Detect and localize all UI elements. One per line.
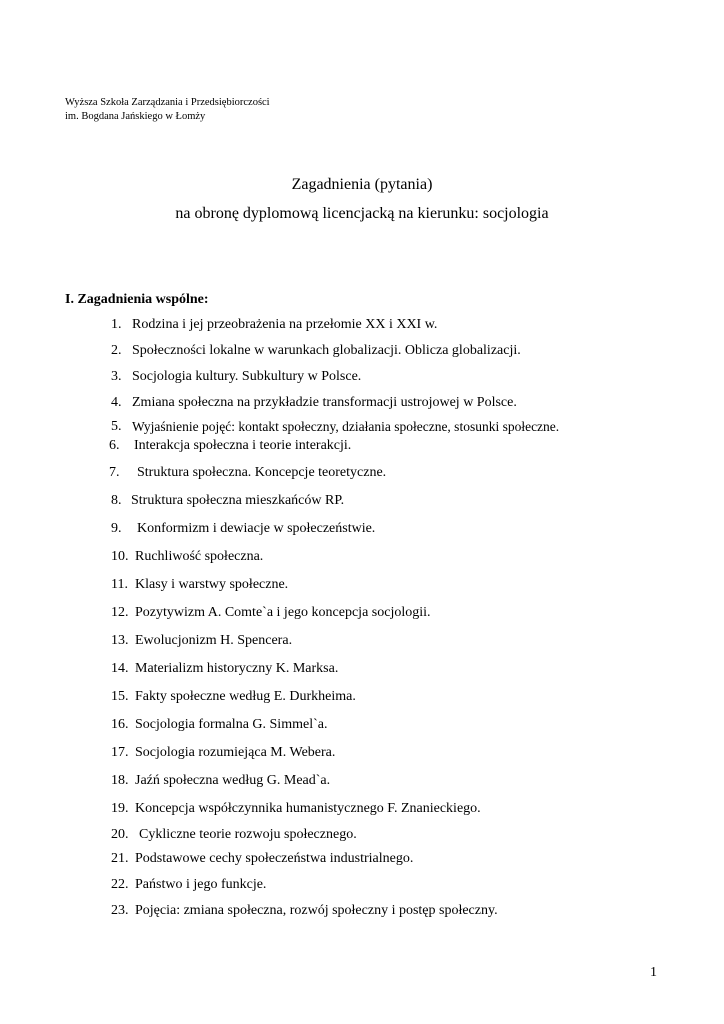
list-item-number: 13. bbox=[111, 633, 129, 648]
list-item bbox=[109, 437, 704, 455]
list-item-number: 1. bbox=[111, 317, 122, 332]
list-item-text: Konformizm i dewiacje w społeczeństwie. bbox=[137, 521, 376, 536]
list-item bbox=[109, 464, 704, 482]
list-item bbox=[111, 744, 704, 762]
list-item-number: 19. bbox=[111, 801, 129, 816]
list-item-number: 8. bbox=[111, 493, 122, 508]
list-item bbox=[111, 394, 704, 412]
list-item bbox=[111, 660, 704, 678]
document-subtitle: na obronę dyplomową licencjacką na kierunku: socjologia bbox=[175, 205, 549, 222]
list-item bbox=[111, 368, 704, 386]
list-item bbox=[111, 850, 704, 868]
list-item-text: Socjologia rozumiejąca M. Webera. bbox=[135, 745, 336, 760]
list-item-text: Ruchliwość społeczna. bbox=[135, 549, 264, 564]
list-item-text: Zmiana społeczna na przykładzie transformacji ustrojowej w Polsce. bbox=[132, 395, 517, 410]
list-item bbox=[111, 876, 704, 894]
list-item-number: 12. bbox=[111, 605, 129, 620]
list-item bbox=[111, 520, 704, 538]
list-item bbox=[111, 826, 704, 844]
list-item-number: 7. bbox=[109, 465, 120, 480]
list-item bbox=[111, 316, 704, 334]
list-item-number: 22. bbox=[111, 877, 129, 892]
list-item-text: Pojęcia: zmiana społeczna, rozwój społeczny i postęp społeczny. bbox=[135, 903, 498, 918]
list-item-text: Socjologia formalna G. Simmel`a. bbox=[135, 717, 328, 732]
list-item-number: 4. bbox=[111, 395, 122, 410]
list-item-text: Społeczności lokalne w warunkach globalizacji. Oblicza globalizacji. bbox=[132, 343, 521, 358]
list-item-text: Struktura społeczna. Koncepcje teoretyczne. bbox=[137, 465, 387, 480]
list-item-text: Jaźń społeczna według G. Mead`a. bbox=[135, 773, 331, 788]
list-item-number: 11. bbox=[111, 577, 128, 592]
list-item-text: Wyjaśnienie pojęć: kontakt społeczny, działania społeczne, stosunki społeczne. bbox=[132, 419, 560, 434]
list-item-number: 9. bbox=[111, 521, 122, 536]
list-item bbox=[111, 800, 704, 818]
list-item bbox=[111, 902, 704, 920]
list-item-number: 20. bbox=[111, 827, 129, 842]
list-item-number: 23. bbox=[111, 903, 129, 918]
list-item-text: Interakcja społeczna i teorie interakcji. bbox=[134, 438, 352, 453]
list-item-number: 18. bbox=[111, 773, 129, 788]
list-item-number: 6. bbox=[109, 438, 120, 453]
list-item-text: Socjologia kultury. Subkultury w Polsce. bbox=[132, 369, 362, 384]
list-item-number: 14. bbox=[111, 661, 129, 676]
list-item-number: 2. bbox=[111, 343, 122, 358]
list-item bbox=[111, 632, 704, 650]
list-item-text: Rodzina i jej przeobrażenia na przełomie XX i XXI w. bbox=[132, 317, 438, 332]
list-item-text: Ewolucjonizm H. Spencera. bbox=[135, 633, 293, 648]
list-item bbox=[111, 418, 704, 436]
list-item-number: 21. bbox=[111, 851, 129, 866]
list-item-text: Pozytywizm A. Comte`a i jego koncepcja socjologii. bbox=[135, 605, 431, 620]
list-item-text: Państwo i jego funkcje. bbox=[135, 877, 267, 892]
section-heading: I. Zagadnienia wspólne: bbox=[65, 292, 209, 307]
list-item-text: Struktura społeczna mieszkańców RP. bbox=[131, 493, 345, 508]
list-item bbox=[111, 716, 704, 734]
institution-name-line2: im. Bogdana Jańskiego w Łomży bbox=[65, 111, 206, 122]
list-item-number: 5. bbox=[111, 419, 122, 434]
institution-name-line1: Wyższa Szkoła Zarządzania i Przedsiębiorczości bbox=[65, 97, 270, 108]
list-item-number: 10. bbox=[111, 549, 129, 564]
list-item-text: Fakty społeczne według E. Durkheima. bbox=[135, 689, 356, 704]
document-title: Zagadnienia (pytania) bbox=[291, 176, 433, 193]
list-item bbox=[111, 492, 704, 510]
list-item-text: Koncepcja współczynnika humanistycznego F. Znanieckiego. bbox=[135, 801, 481, 816]
list-item-text: Klasy i warstwy społeczne. bbox=[135, 577, 289, 592]
list-item-number: 17. bbox=[111, 745, 129, 760]
list-item bbox=[111, 576, 704, 594]
page-number: 1 bbox=[650, 965, 657, 980]
list-item bbox=[111, 342, 704, 360]
list-item-text: Podstawowe cechy społeczeństwa industrialnego. bbox=[135, 851, 414, 866]
list-item bbox=[111, 604, 704, 622]
list-item-text: Materializm historyczny K. Marksa. bbox=[135, 661, 339, 676]
list-item-number: 15. bbox=[111, 689, 129, 704]
list-item bbox=[111, 548, 704, 566]
list-item-text: Cykliczne teorie rozwoju społecznego. bbox=[139, 827, 357, 842]
list-item bbox=[111, 688, 704, 706]
list-item-number: 16. bbox=[111, 717, 129, 732]
list-item bbox=[111, 772, 704, 790]
list-item-number: 3. bbox=[111, 369, 122, 384]
